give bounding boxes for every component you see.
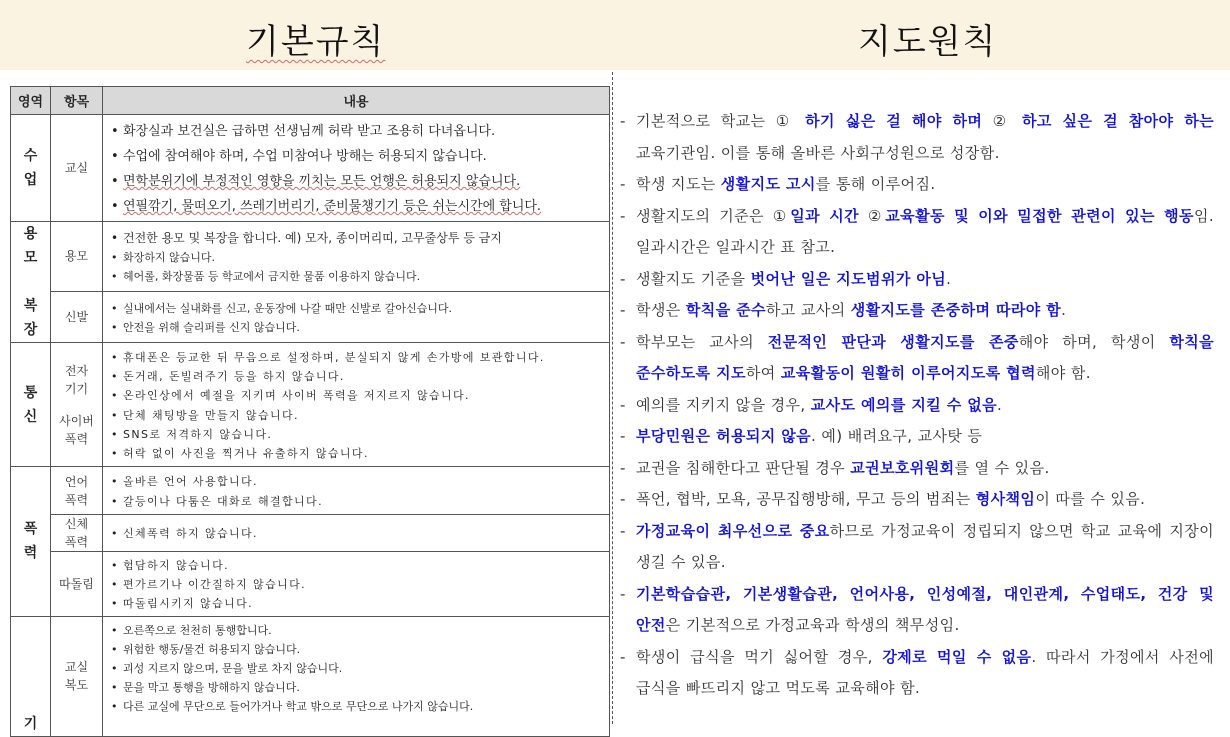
list-item: • 돈거래, 돈빌려주기 등을 하지 않습니다. <box>111 367 603 386</box>
principle-text: 이 따를 수 있음. <box>1035 490 1146 508</box>
list-item: • 올바른 언어 사용합니다. <box>111 472 603 491</box>
principle-text: 은 기본적으로 가정교육과 학생의 책무성임. <box>665 616 960 634</box>
highlight-text: 교육활동이 원활히 이루어지도록 협력 <box>780 364 1036 382</box>
highlight-text: 벗어난 일은 지도범위가 아님 <box>750 269 947 288</box>
item-cyber: 사이버 폭력 <box>59 413 94 446</box>
highlight-text: 형사책임 <box>975 490 1036 508</box>
list-item: • 화장실과 보건실은 급하면 선생님께 허락 받고 조용히 다녀옵니다. <box>111 119 603 144</box>
principle-item <box>620 201 1214 264</box>
principle-item <box>620 327 1214 390</box>
principle-text: . <box>997 395 1003 414</box>
principle-text: 해야 함. <box>1035 364 1091 382</box>
area-communication: 통 신 <box>11 343 51 467</box>
list-item: • 안전을 위해 슬리퍼를 신지 않습니다. <box>111 318 603 337</box>
item-devices: 전자 기기 <box>64 363 89 396</box>
item-hallway: 교실 복도 <box>51 616 103 736</box>
list-item: • 편가르기나 이간질하지 않습니다. <box>111 575 603 594</box>
principle-text: 생활지도 기준을 <box>636 269 751 288</box>
guidance-principles-title: 지도원칙 <box>858 22 998 62</box>
list-item: • 단체 채팅방을 만들지 않습니다. <box>111 406 603 425</box>
table-row <box>11 115 610 222</box>
list-item: • 괴성 지르지 않으며, 문을 발로 차지 않습니다. <box>111 659 603 678</box>
principle-text: . <box>1061 301 1067 319</box>
list-item: • SNS로 저격하지 않습니다. <box>111 425 603 444</box>
principle-text: 임. 일과시간은 일과시간 표 참고. <box>636 206 1214 256</box>
column-divider <box>612 72 613 724</box>
item-shoes: 신발 <box>51 291 103 342</box>
principle-item <box>620 421 1214 453</box>
list-item: • 다른 교실에 무단으로 들어가거나 학교 밖으로 무단으로 나가지 않습니다. <box>111 697 603 716</box>
principle-text: 교권을 침해한다고 판단될 경우 <box>636 458 851 477</box>
highlight-text: 학칙을 준수하도록 지도 <box>636 332 1215 382</box>
list-item: • 연필깎기, 물떠오기, 쓰레기버리기, 준비물챙기기 등은 쉬는시간에 합니다. <box>111 194 603 219</box>
principle-item <box>620 579 1214 642</box>
table-row <box>11 467 610 515</box>
list-item: • 허락 없이 사진을 찍거나 유출하지 않습니다. <box>111 444 603 463</box>
appearance-rules <box>103 222 610 292</box>
list-item: • 신체폭력 하지 않습니다. <box>111 524 603 543</box>
principle-text: . 따라서 가정에서 사전에 급식을 빠뜨리지 않고 먹도록 교육해야 함. <box>636 647 1214 697</box>
principle-text: 하므로 가정교육이 정립되지 않으면 학교 교육에 지장이 생길 수 있음. <box>636 521 1214 571</box>
basic-rules-title: 기본규칙 <box>246 22 386 62</box>
list-item: • 험담하지 않습니다. <box>111 556 603 575</box>
highlight-text: 가정교육이 최우선으로 중요 <box>636 521 830 540</box>
header-item: 항목 <box>51 87 103 115</box>
area-class: 수 업 <box>11 115 51 222</box>
bullying-rules <box>103 552 610 617</box>
highlight-text: 하기 싫은 걸 해야 하며 <box>805 112 983 130</box>
header-content: 내용 <box>103 87 610 115</box>
principle-item <box>620 295 1214 327</box>
principle-item <box>620 484 1214 516</box>
header-area: 영역 <box>11 87 51 115</box>
list-item: • 수업에 참여해야 하며, 수업 미참여나 방해는 허용되지 않습니다. <box>111 144 603 169</box>
principle-text: . 예) 배려요구, 교사탓 등 <box>811 427 983 445</box>
table-row <box>11 515 610 552</box>
list-item: • 갈등이나 다툼은 대화로 해결합니다. <box>111 492 603 511</box>
list-item: • 온라인상에서 예절을 지키며 사이버 폭력을 저지르지 않습니다. <box>111 386 603 405</box>
table-row <box>11 222 610 292</box>
principle-item <box>620 516 1214 579</box>
page-header <box>0 0 1230 70</box>
item-bullying: 따돌림 <box>51 552 103 617</box>
principle-text: 하고 교사의 <box>765 301 851 319</box>
area-other: 기 <box>11 616 51 736</box>
list-item: • 위험한 행동/물건 허용되지 않습니다. <box>111 640 603 659</box>
principle-item <box>620 453 1214 485</box>
principle-text: 기본적으로 학교는 ① <box>636 112 806 130</box>
principle-item <box>620 390 1214 422</box>
rules-table <box>10 86 610 737</box>
item-devices-cyber <box>51 343 103 467</box>
physical-rules <box>103 515 610 552</box>
list-item: • 문을 막고 통행을 방해하지 않습니다. <box>111 678 603 697</box>
highlight-text: 교권보호위원회 <box>850 458 955 477</box>
item-verbal: 언어 폭력 <box>51 467 103 515</box>
item-classroom: 교실 <box>51 115 103 222</box>
highlight-text: 교사도 예의를 지킬 수 없음 <box>810 395 998 414</box>
list-item: • 건전한 용모 및 복장을 합니다. 예) 모자, 종이머리띠, 고무줄상투 등 금지 <box>111 229 603 248</box>
principle-text: 폭언, 협박, 모욕, 공무집행방해, 무고 등의 범죄는 <box>636 490 976 508</box>
list-item: • 면학분위기에 부정적인 영향을 끼치는 모든 언행은 허용되지 않습니다. <box>111 169 603 194</box>
highlight-text: 교육활동 및 이와 밀접한 관련이 있는 행동 <box>885 206 1194 225</box>
area-attire: 용 모 복 장 <box>11 222 51 343</box>
list-item: • 휴대폰은 등교한 뒤 무음으로 설정하며, 분실되지 않게 손가방에 보관합니다. <box>111 348 603 367</box>
principle-text: 학생 지도는 <box>636 175 721 193</box>
highlight-text: 전문적인 판단과 생활지도를 존중 <box>767 332 1019 351</box>
list-item: • 화장하지 않습니다. <box>111 248 603 267</box>
principle-text: ② <box>859 206 886 225</box>
highlight-text: 기본학습습관, 기본생활습관, 언어사용, 인성예절, 대인관계, 수업태도, 건강 및 안전 <box>636 584 1214 634</box>
principle-text: 생활지도의 기준은 ① <box>636 206 791 225</box>
list-item: • 헤어롤, 화장물품 등 학교에서 금지한 물품 이용하지 않습니다. <box>111 267 603 286</box>
shoes-rules <box>103 291 610 342</box>
highlight-text: 강제로 먹일 수 없음 <box>882 647 1032 666</box>
hallway-rules <box>103 616 610 736</box>
highlight-text: 일과 시간 <box>790 206 860 225</box>
principle-text: ② <box>982 112 1022 130</box>
area-violence: 폭 력 <box>11 467 51 617</box>
communication-rules <box>103 343 610 467</box>
highlight-text: 학칙을 준수 <box>685 301 766 319</box>
principle-text: 해야 하며, 학생이 <box>1018 332 1170 351</box>
list-item: • 따돌림시키지 않습니다. <box>111 594 603 613</box>
principle-item <box>620 264 1214 296</box>
item-appearance: 용모 <box>51 222 103 292</box>
highlight-text: 부당민원은 허용되지 않음 <box>636 427 812 445</box>
list-item: • 실내에서는 실내화를 신고, 운동장에 나갈 때만 신발로 갈아신습니다. <box>111 299 603 318</box>
list-item: • 오른쪽으로 천천히 통행합니다. <box>111 621 603 640</box>
table-row <box>11 343 610 467</box>
principle-text: 예의를 지키지 않을 경우, <box>636 395 811 414</box>
verbal-rules <box>103 467 610 515</box>
highlight-text: 생활지도를 존중하며 따라야 함 <box>850 301 1062 319</box>
highlight-text: 생활지도 고시 <box>720 175 816 193</box>
principle-text: 학생이 급식을 먹기 싫어할 경우, <box>636 647 883 666</box>
item-physical: 신체 폭력 <box>51 515 103 552</box>
principle-item <box>620 169 1214 201</box>
principle-text: 교육기관임. 이를 통해 올바른 사회구성원으로 성장함. <box>636 143 1000 162</box>
principle-text: 학부모는 교사의 <box>636 332 768 351</box>
principle-text: 학생은 <box>636 301 686 319</box>
principle-text: 를 열 수 있음. <box>954 458 1050 477</box>
principle-item <box>620 642 1214 705</box>
principle-text: 하여 <box>745 364 781 382</box>
table-row <box>11 291 610 342</box>
principles-list <box>620 106 1214 705</box>
table-row <box>11 616 610 736</box>
principle-item <box>620 106 1214 169</box>
principle-text: 를 통해 이루어짐. <box>815 175 936 193</box>
class-rules <box>103 115 610 222</box>
table-header-row <box>11 87 610 115</box>
principle-text: . <box>946 269 952 288</box>
highlight-text: 하고 싶은 걸 참아야 하는 <box>1021 112 1214 130</box>
table-row <box>11 552 610 617</box>
